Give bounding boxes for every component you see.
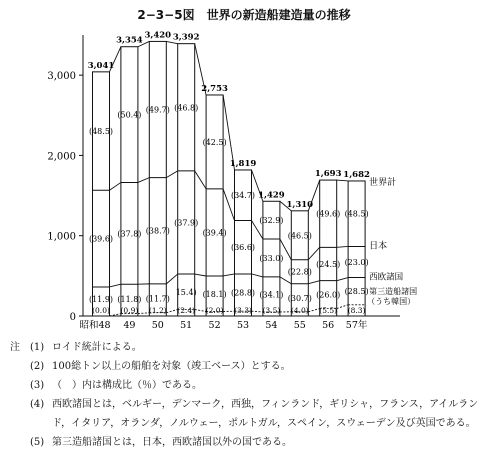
third-connector bbox=[252, 274, 263, 277]
japan-pct-label: (32.9) bbox=[259, 216, 284, 226]
third-connector bbox=[223, 274, 234, 276]
korea-pct-label: (0.0) bbox=[92, 306, 110, 315]
japan-pct-label: (42.5) bbox=[202, 137, 227, 147]
note-4-num: (4) bbox=[30, 399, 45, 410]
western-pct-label: (38.7) bbox=[145, 226, 170, 236]
note-3 bbox=[30, 376, 482, 395]
note-5 bbox=[30, 433, 482, 452]
korea-pct-label: (1.2) bbox=[148, 306, 167, 315]
x-tick-label: 53 bbox=[236, 320, 250, 331]
legend-label-japan: 日本 bbox=[369, 241, 388, 252]
figure-title: 2−3−5図 世界の新造船建造量の推移 bbox=[137, 8, 351, 22]
x-tick-label: 50 bbox=[151, 320, 164, 331]
korea-connector bbox=[138, 313, 149, 314]
x-tick-label: 57年 bbox=[345, 320, 368, 331]
total-value-label: 1,693 bbox=[314, 169, 342, 180]
x-tick-label: 54 bbox=[265, 320, 278, 331]
third-pct-label: (34.1) bbox=[259, 290, 284, 300]
note-2-num: (2) bbox=[30, 361, 45, 372]
third-connector bbox=[166, 274, 177, 284]
western-connector bbox=[195, 171, 206, 189]
japan-pct-label: (50.4) bbox=[117, 110, 142, 120]
korea-pct-label: (2.4) bbox=[177, 306, 196, 315]
notes-section bbox=[10, 338, 482, 452]
total-value-label: 3,354 bbox=[116, 35, 143, 46]
y-tick-label: 0 bbox=[69, 312, 76, 323]
korea-connector bbox=[166, 309, 177, 312]
japan-pct-label: (46.8) bbox=[174, 103, 199, 113]
korea-pct-label: (8.3) bbox=[347, 306, 366, 315]
third-connector bbox=[308, 281, 319, 284]
legend-label-korea: （うち韓国） bbox=[367, 297, 416, 306]
total-value-label: 2,753 bbox=[201, 83, 228, 94]
total-bar bbox=[206, 95, 223, 316]
y-tick-label: 3,000 bbox=[47, 71, 76, 83]
total-bar bbox=[175, 44, 197, 316]
third-pct-label: (11.9) bbox=[88, 295, 114, 304]
korea-connector bbox=[252, 311, 263, 312]
y-tick-label: 1,000 bbox=[47, 231, 76, 243]
western-pct-label: (22.8) bbox=[287, 267, 312, 277]
third-pct-label: (11.7) bbox=[145, 294, 170, 304]
western-connector bbox=[138, 178, 149, 183]
y-tick-label: 2,000 bbox=[47, 151, 76, 163]
western-pct-label: (33.0) bbox=[259, 253, 284, 263]
western-pct-label: (37.9) bbox=[174, 218, 199, 228]
total-connector bbox=[337, 180, 348, 181]
note-1-text: ロイド統計による。 bbox=[52, 342, 142, 353]
x-tick-label: 56 bbox=[322, 320, 335, 331]
x-tick-label: 55 bbox=[293, 320, 306, 331]
korea-connector bbox=[337, 305, 348, 309]
japan-pct-label: (49.7) bbox=[145, 105, 170, 115]
korea-pct-label: (5.5) bbox=[319, 306, 338, 315]
third-pct-label: (26.0) bbox=[316, 290, 341, 300]
total-value-label: 3,041 bbox=[87, 60, 115, 71]
total-bar bbox=[121, 47, 138, 316]
third-pct-label: (11.8) bbox=[117, 294, 142, 304]
korea-connector bbox=[308, 309, 319, 312]
western-pct-label: (24.5) bbox=[316, 260, 341, 270]
third-pct-label: 15.4) bbox=[175, 287, 197, 297]
western-connector bbox=[110, 182, 121, 190]
japan-pct-label: (48.5) bbox=[344, 209, 369, 219]
total-value-label: 1,429 bbox=[258, 190, 285, 201]
western-connector bbox=[337, 246, 348, 247]
korea-pct-label: (2.0) bbox=[205, 306, 224, 315]
korea-pct-label: (0.9) bbox=[120, 306, 139, 315]
western-pct-label: (39.4) bbox=[202, 228, 227, 238]
notes-head: 注 bbox=[10, 342, 20, 353]
note-1-num: (1) bbox=[30, 342, 45, 353]
third-connector bbox=[110, 284, 121, 287]
third-pct-label: (28.8) bbox=[230, 288, 256, 298]
korea-pct-label: (3.3) bbox=[234, 306, 252, 315]
note-4-text: 西欧諸国とは，ベルギー，デンマーク，西独，フィンランド，ギリシャ，フランス，アイルランド，イタリア，オランダ，ノルウェー，ポルトガル，スペイン，スウェーデン及び英国である。 bbox=[52, 399, 479, 429]
note-2 bbox=[30, 357, 482, 376]
x-tick-label: 52 bbox=[208, 320, 221, 331]
japan-pct-label: (34.7) bbox=[230, 191, 256, 201]
total-value-label: 1,310 bbox=[286, 199, 314, 210]
third-pct-label: (18.1) bbox=[202, 289, 227, 299]
legend-label-third: 第三造船諸国 bbox=[369, 287, 418, 296]
note-3-text: （ ）内は構成比（％）である。 bbox=[52, 380, 202, 391]
x-tick-label: 51 bbox=[180, 320, 193, 331]
note-3-num: (3) bbox=[30, 380, 45, 391]
western-pct-label: (23.0) bbox=[344, 257, 369, 267]
third-pct-label: (28.5) bbox=[344, 287, 369, 297]
total-value-label: 1,682 bbox=[343, 169, 370, 180]
x-tick-label: 49 bbox=[123, 320, 136, 331]
total-value-label: 3,420 bbox=[144, 30, 172, 41]
japan-pct-label: (48.5) bbox=[88, 127, 114, 137]
third-pct-label: (30.7) bbox=[287, 293, 312, 303]
note-4 bbox=[30, 395, 482, 433]
western-pct-label: (37.8) bbox=[117, 229, 142, 239]
korea-pct-label: (4.0) bbox=[290, 306, 309, 315]
total-bar bbox=[93, 72, 110, 316]
total-value-label: 3,392 bbox=[172, 32, 200, 43]
total-bar bbox=[149, 41, 166, 316]
western-pct-label: (39.6) bbox=[88, 234, 114, 244]
legend-label-western: 西欧諸国 bbox=[369, 272, 404, 283]
western-connector bbox=[166, 171, 177, 178]
korea-pct-label: (3.5) bbox=[262, 306, 281, 315]
legend-label-world-total: 世界計 bbox=[369, 177, 397, 188]
korea-connector bbox=[195, 309, 206, 311]
western-pct-label: (36.6) bbox=[230, 243, 256, 253]
note-5-text: 第三造船諸国とは，日本，西欧諸国以外の国である。 bbox=[52, 437, 292, 448]
note-5-num: (5) bbox=[30, 437, 45, 448]
note-2-text: 100総トン以上の船舶を対象（竣工ベース）とする。 bbox=[52, 361, 291, 372]
x-tick-label: 昭和48 bbox=[79, 320, 111, 331]
third-connector bbox=[280, 277, 291, 284]
note-1 bbox=[30, 338, 482, 357]
western-connector bbox=[308, 247, 319, 259]
third-connector bbox=[195, 274, 206, 276]
japan-pct-label: (46.5) bbox=[287, 231, 312, 241]
japan-pct-label: (49.6) bbox=[316, 209, 341, 219]
third-connector bbox=[337, 278, 348, 281]
total-value-label: 1,819 bbox=[229, 158, 257, 169]
